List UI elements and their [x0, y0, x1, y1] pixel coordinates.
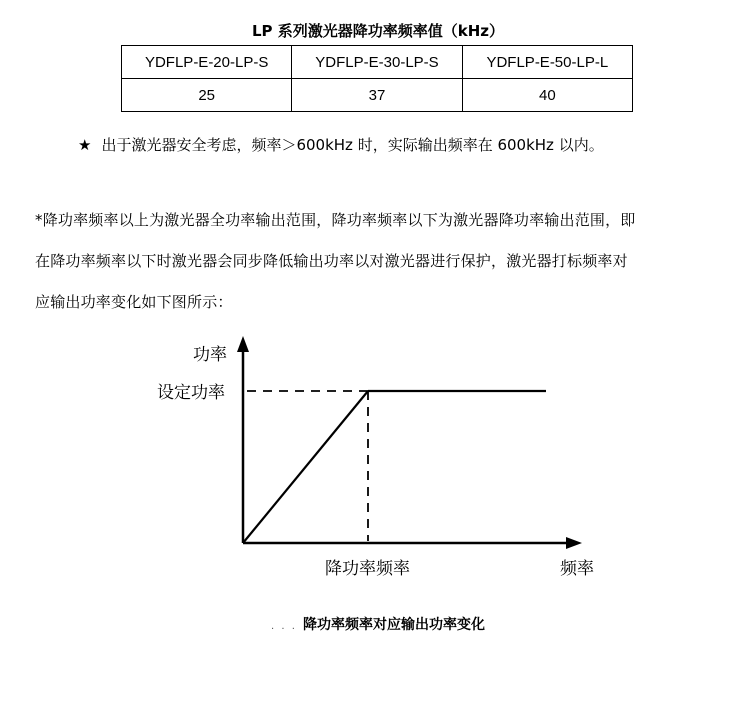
star-icon: ★	[78, 136, 92, 154]
table-header-cell: YDFLP-E-20-LP-S	[122, 46, 292, 79]
figure-caption	[0, 614, 756, 638]
caption-text: 降功率频率对应输出功率变化	[302, 617, 485, 633]
table-value-cell: 25	[122, 79, 292, 112]
table-title: LP 系列激光器降功率频率值（kHz）	[251, 22, 505, 40]
table-value-cell: 37	[292, 79, 462, 112]
table-header-cell: YDFLP-E-50-LP-L	[462, 46, 632, 79]
y-axis-arrow-icon	[237, 336, 249, 352]
safety-note-text: 出于激光器安全考虑，频率＞600kHz 时，实际输出频率在 600kHz 以内。	[101, 136, 604, 154]
table-value-cell: 40	[462, 79, 632, 112]
y-axis-label: 功率	[193, 345, 227, 365]
set-power-label: 设定功率	[157, 383, 225, 403]
power-ramp-line	[243, 391, 368, 543]
x-axis-arrow-icon	[566, 537, 582, 549]
paragraph-line: 在降功率频率以下时激光器会同步降低输出功率以对激光器进行保护，激光器打标频率对	[35, 252, 628, 270]
caption-dots: . . .	[271, 621, 297, 632]
x-axis-label: 频率	[560, 559, 594, 579]
derate-frequency-label: 降功率频率	[325, 559, 410, 579]
paragraph-line: *降功率频率以上为激光器全功率输出范围，降功率频率以下为激光器降功率输出范围，即	[35, 211, 636, 229]
paragraph-line: 应输出功率变化如下图所示：	[35, 293, 233, 311]
table-header-cell: YDFLP-E-30-LP-S	[292, 46, 462, 79]
